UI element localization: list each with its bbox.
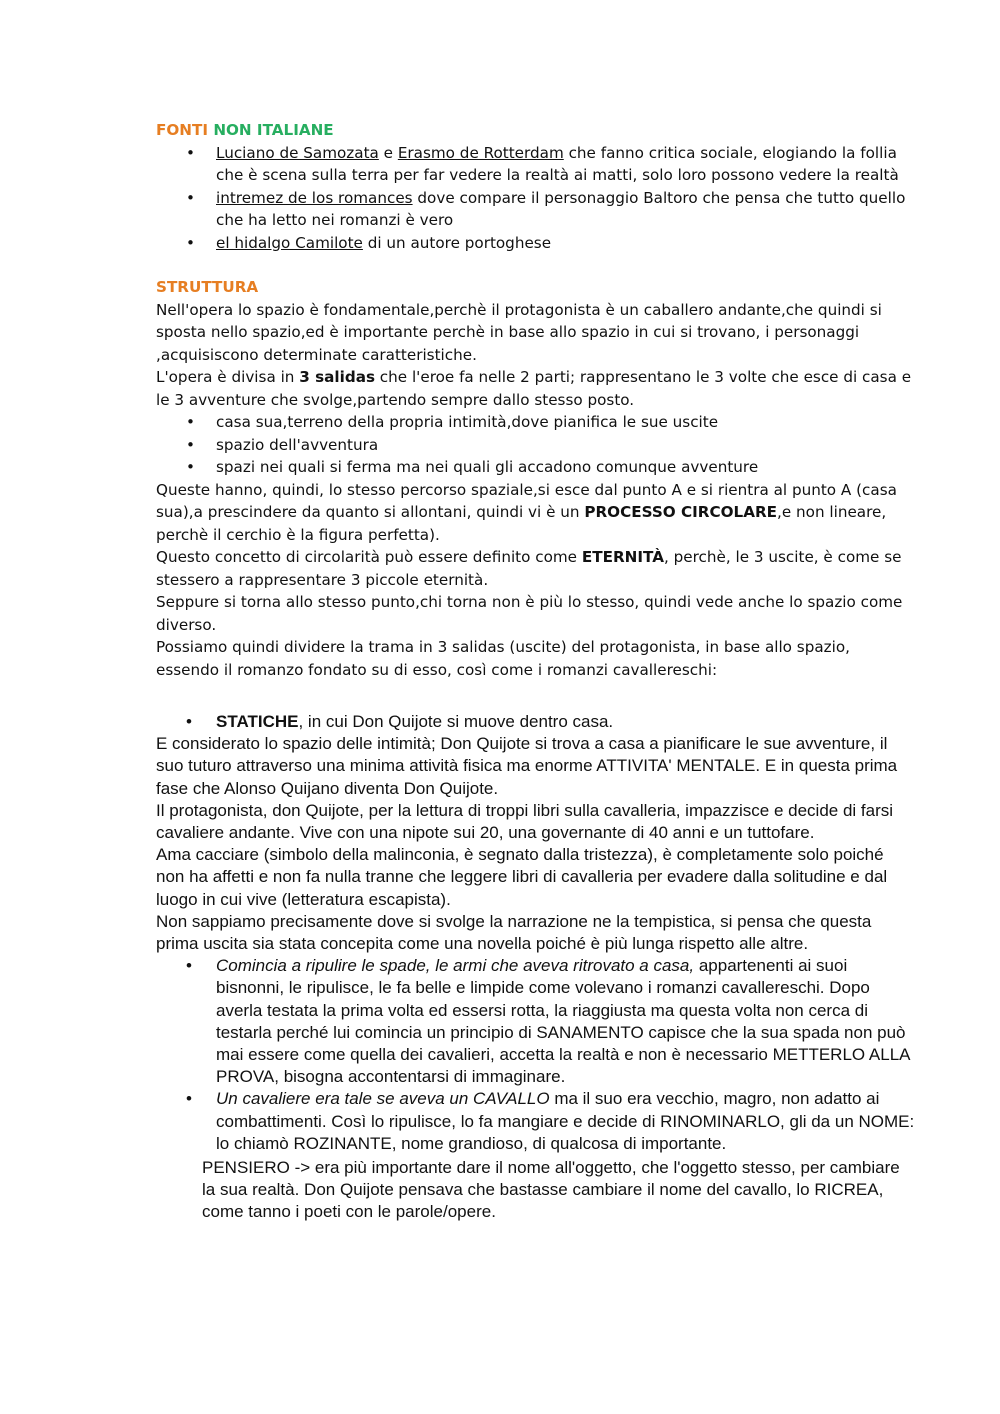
bullet-icon: • [186,1089,192,1109]
list-item [156,411,916,434]
list-text: di un autore portoghese [362,233,552,252]
list-item [156,142,916,187]
paragraph-text: che l'eroe fa nelle 2 parti; rappresentano le 3 volte che esce di casa e le 3 avventure che svolge,partendo sempre dallo stesso posto. [156,368,912,409]
list-text: dove compare il personaggio Baltoro che pensa che tutto quello che ha letto nei romanzi è vero [216,188,906,229]
heading-struttura: STRUTTURA [156,278,259,296]
bullet-icon: • [186,435,195,454]
paragraph-text: Questo concetto di circolarità può essere definito come [156,548,582,566]
list-text: casa sua,terreno della propria intimità,dove pianifica le sue uscite [216,413,719,431]
source-name: intremez de los romances [216,188,413,207]
bullet-icon: • [186,188,195,207]
list-item [156,711,916,733]
list-item [156,434,916,457]
paragraph: Ama cacciare (simbolo della malinconia, è segnato dalla tristezza), è completamente solo poiché non ha affetti e non fa nulla tranne che leggere libri di cavalleria per evadere dalla solitudine e dal luogo in cui vive (letteratura escapista). [156,845,888,909]
paragraph: Seppure si torna allo stesso punto,chi torna non è più lo stesso, quindi vede anche lo spazio come diverso. [156,593,903,634]
fonti-list [156,142,916,255]
statiche-sub-list [156,955,916,1155]
paragraph-text: , perchè, le 3 uscite, è come se stessero a rappresentare 3 piccole eternità. [156,548,902,589]
italic-text: Comincia a ripulire le spade, le armi che aveva ritrovato a casa, [216,956,695,976]
paragraph [156,479,916,547]
bullet-icon: • [186,712,192,731]
bullet-icon: • [186,458,195,476]
list-text: spazi nei quali si ferma ma nei quali gli accadono comunque avventure [216,458,759,476]
paragraph [156,546,916,591]
list-text: spazio dell'avventura [216,435,379,454]
paragraph: Il protagonista, don Quijote, per la lettura di troppi libri sulla cavalleria, impazzisce e decide di farsi cavaliere andante. Vive con una nipote sui 20, una governante di 40 anni e un tuttofare. [156,800,894,843]
section-struttura [156,276,916,681]
heading-fonti-part2: NON ITALIANE [213,121,334,139]
bold-term: PROCESSO CIRCOLARE [584,503,778,521]
struttura-list [156,411,916,479]
paragraph-text: ,e non lineare, perchè il cerchio è la figura perfetta). [156,503,887,544]
statiche-list [156,711,916,733]
heading-fonti [156,119,916,142]
pensiero-note: PENSIERO -> era più importante dare il nome all'oggetto, che l'oggetto stesso, per cambiare la sua realtà. Don Quijote pensava che bastasse cambiare il nome del cavallo, lo RICREA, come tanno i poeti con le parole/opere. [202,1158,900,1222]
section-statiche [156,711,916,1224]
list-item [156,187,916,232]
section-fonti [156,119,916,254]
list-item [156,1088,916,1155]
page-content [156,119,916,1224]
bold-term: STATICHE [216,712,299,731]
paragraph: E considerato lo spazio delle intimità; Don Quijote si trova a casa a pianificare le sue avventure, il suo tuturo attraverso una minima attività fisica ma enorme ATTIVITA' MENTALE. E in questa prima fase che Alonso Quijano diventa Don Quijote. [156,734,898,798]
list-item [156,955,916,1088]
spacer [156,254,916,276]
paragraph-text: L'opera è divisa in [156,368,300,386]
italic-text: Un cavaliere era tale se aveva un CAVALLO [216,1089,550,1109]
list-text: che fanno critica sociale, elogiando la follia che è scena sulla terra per far vedere la realtà ai matti, solo loro possono vedere la realtà [216,143,899,184]
bullet-icon: • [186,413,195,431]
list-text: ma il suo era vecchio, magro, non adatto ai combattimenti. Così lo ripulisce, lo fa mangiare e decide di RINOMINARLO, gli da un NOME: lo chiamò ROZINANTE, nome grandioso, di qualcosa di importante. [216,1089,915,1153]
list-item [156,232,916,255]
heading-fonti-part1: FONTI [156,121,209,139]
source-name: Luciano de Samozata [216,143,379,162]
list-text: appartenenti ai suoi bisnonni, le ripulisce, le fa belle e limpide come volevano i romanzi cavallereschi. Dopo averla testata la prima volta ed essersi rotta, la riaggiusta ma questa volta non cerca di testarla perché lui comincia un principio di SANAMENTO capisce che la sua spada non può mai essere come quella dei cavalieri, accetta la realtà e non è necessario METTERLO ALLA PROVA, bisogna accontentarsi di immaginare. [216,956,910,1087]
paragraph: Nell'opera lo spazio è fondamentale,perchè il protagonista è un caballero andante,che quindi si sposta nello spazio,ed è importante perchè in base allo spazio in cui si trovano, i personaggi ,acquisiscono determinate caratteristiche. [156,300,882,364]
source-name: el hidalgo Camilote [216,233,363,252]
bold-term: ETERNITÀ [581,548,664,566]
bullet-icon: • [186,143,195,162]
bullet-icon: • [186,956,192,976]
paragraph: Possiamo quindi dividere la trama in 3 salidas (uscite) del protagonista, in base allo spazio, essendo il romanzo fondato su di esso, così come i romanzi cavallereschi: [156,638,850,679]
list-text: e [378,143,398,162]
list-item [156,456,916,479]
bold-term: 3 salidas [299,368,375,386]
spacer [156,681,916,711]
paragraph: Non sappiamo precisamente dove si svolge la narrazione ne la tempistica, si pensa che questa prima uscita sia stata concepita come una novella poiché è più lunga rispetto alle altre. [156,911,872,954]
paragraph-text: Queste hanno, quindi, lo stesso percorso spaziale,si esce dal punto A e si rientra al punto A (casa sua),a prescindere da quanto si allontani, quindi vi è un [156,480,897,521]
source-name: Erasmo de Rotterdam [397,143,564,162]
bullet-icon: • [186,233,195,252]
list-text: , in cui Don Quijote si muove dentro casa. [298,712,614,731]
paragraph [156,366,916,411]
